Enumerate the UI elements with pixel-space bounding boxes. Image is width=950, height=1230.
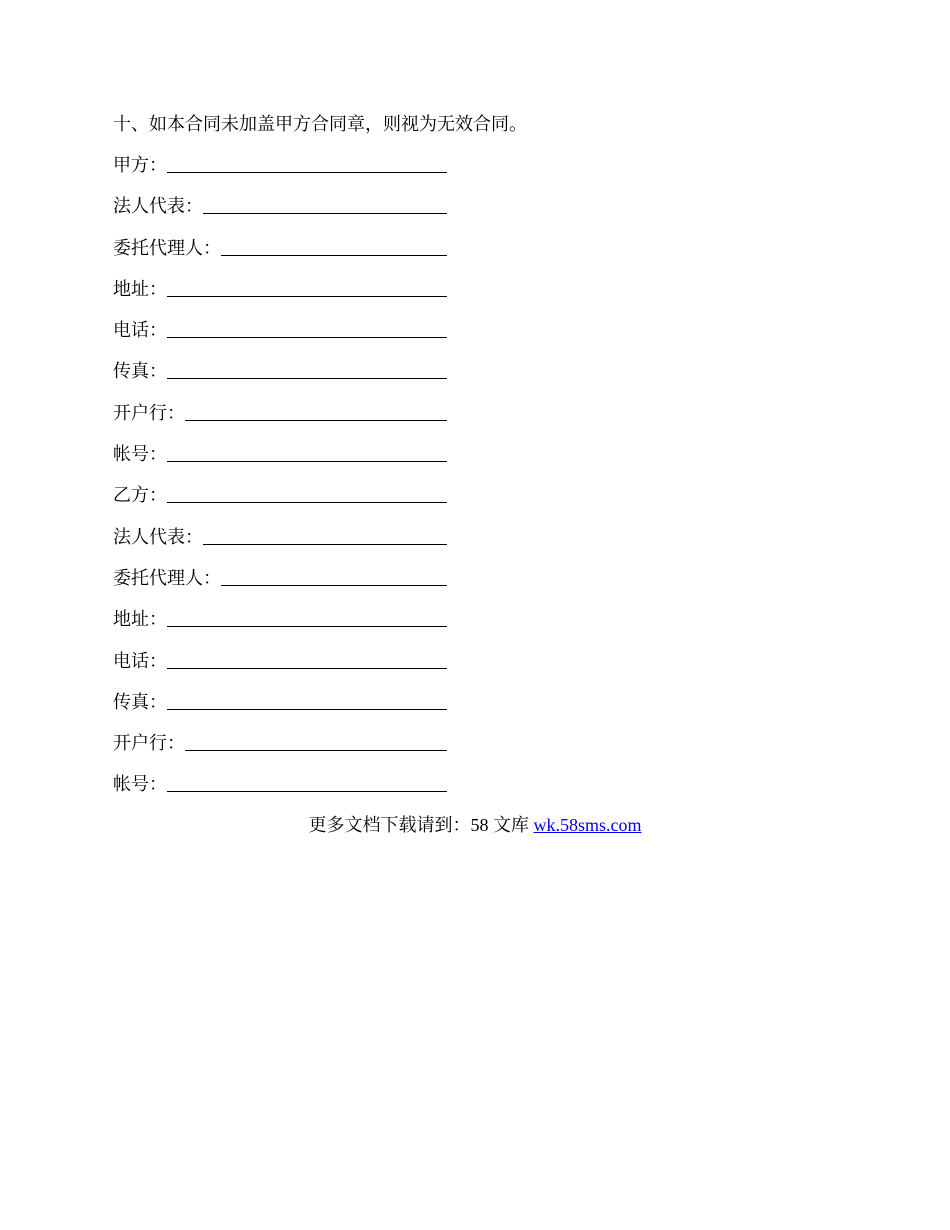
footer-download-note	[0, 813, 950, 837]
blank-line	[203, 194, 447, 214]
field-label: 地址：	[113, 278, 167, 299]
field-party-a-fax	[113, 359, 453, 400]
field-party-a	[113, 153, 453, 194]
blank-line	[167, 359, 447, 379]
field-party-b-legal-rep	[113, 525, 453, 566]
field-label: 电话：	[113, 320, 167, 341]
field-party-a-address	[113, 277, 453, 318]
field-label: 委托代理人：	[113, 237, 221, 258]
blank-line	[203, 525, 447, 545]
field-party-b-address	[113, 607, 453, 648]
field-party-b-bank	[113, 731, 453, 772]
field-party-b-phone	[113, 649, 453, 690]
field-label: 地址：	[113, 609, 167, 630]
blank-line	[167, 442, 447, 462]
field-party-b-fax	[113, 690, 453, 731]
field-label: 传真：	[113, 361, 167, 382]
field-label: 帐号：	[113, 774, 167, 795]
blank-line	[167, 649, 447, 669]
field-party-a-agent	[113, 236, 453, 277]
clause-ten: 十、如本合同未加盖甲方合同章，则视为无效合同。	[113, 114, 527, 134]
field-label: 法人代表：	[113, 526, 203, 547]
field-label: 传真：	[113, 691, 167, 712]
blank-line	[167, 772, 447, 792]
field-label: 乙方：	[113, 485, 167, 506]
field-label: 开户行：	[113, 733, 185, 754]
blank-line	[167, 153, 447, 173]
field-party-a-bank	[113, 401, 453, 442]
field-party-b-agent	[113, 566, 453, 607]
field-label: 开户行：	[113, 402, 185, 423]
blank-line	[185, 731, 447, 751]
field-label: 甲方：	[113, 155, 167, 175]
field-party-b-account	[113, 772, 453, 813]
field-party-b	[113, 483, 453, 524]
field-label: 电话：	[113, 650, 167, 671]
blank-line	[167, 277, 447, 297]
blank-line	[167, 690, 447, 710]
field-label: 法人代表：	[113, 196, 203, 217]
field-party-a-legal-rep	[113, 194, 453, 235]
field-party-a-phone	[113, 318, 453, 359]
blank-line	[167, 607, 447, 627]
field-party-a-account	[113, 442, 453, 483]
blank-line	[167, 483, 447, 503]
field-label: 帐号：	[113, 444, 167, 465]
signature-fields	[113, 153, 453, 814]
blank-line	[221, 566, 447, 586]
footer-text: 更多文档下载请到：58 文库	[308, 815, 534, 835]
blank-line	[167, 318, 447, 338]
footer-link[interactable]: wk.58sms.com	[533, 815, 642, 835]
field-label: 委托代理人：	[113, 567, 221, 588]
blank-line	[221, 236, 447, 256]
blank-line	[185, 401, 447, 421]
